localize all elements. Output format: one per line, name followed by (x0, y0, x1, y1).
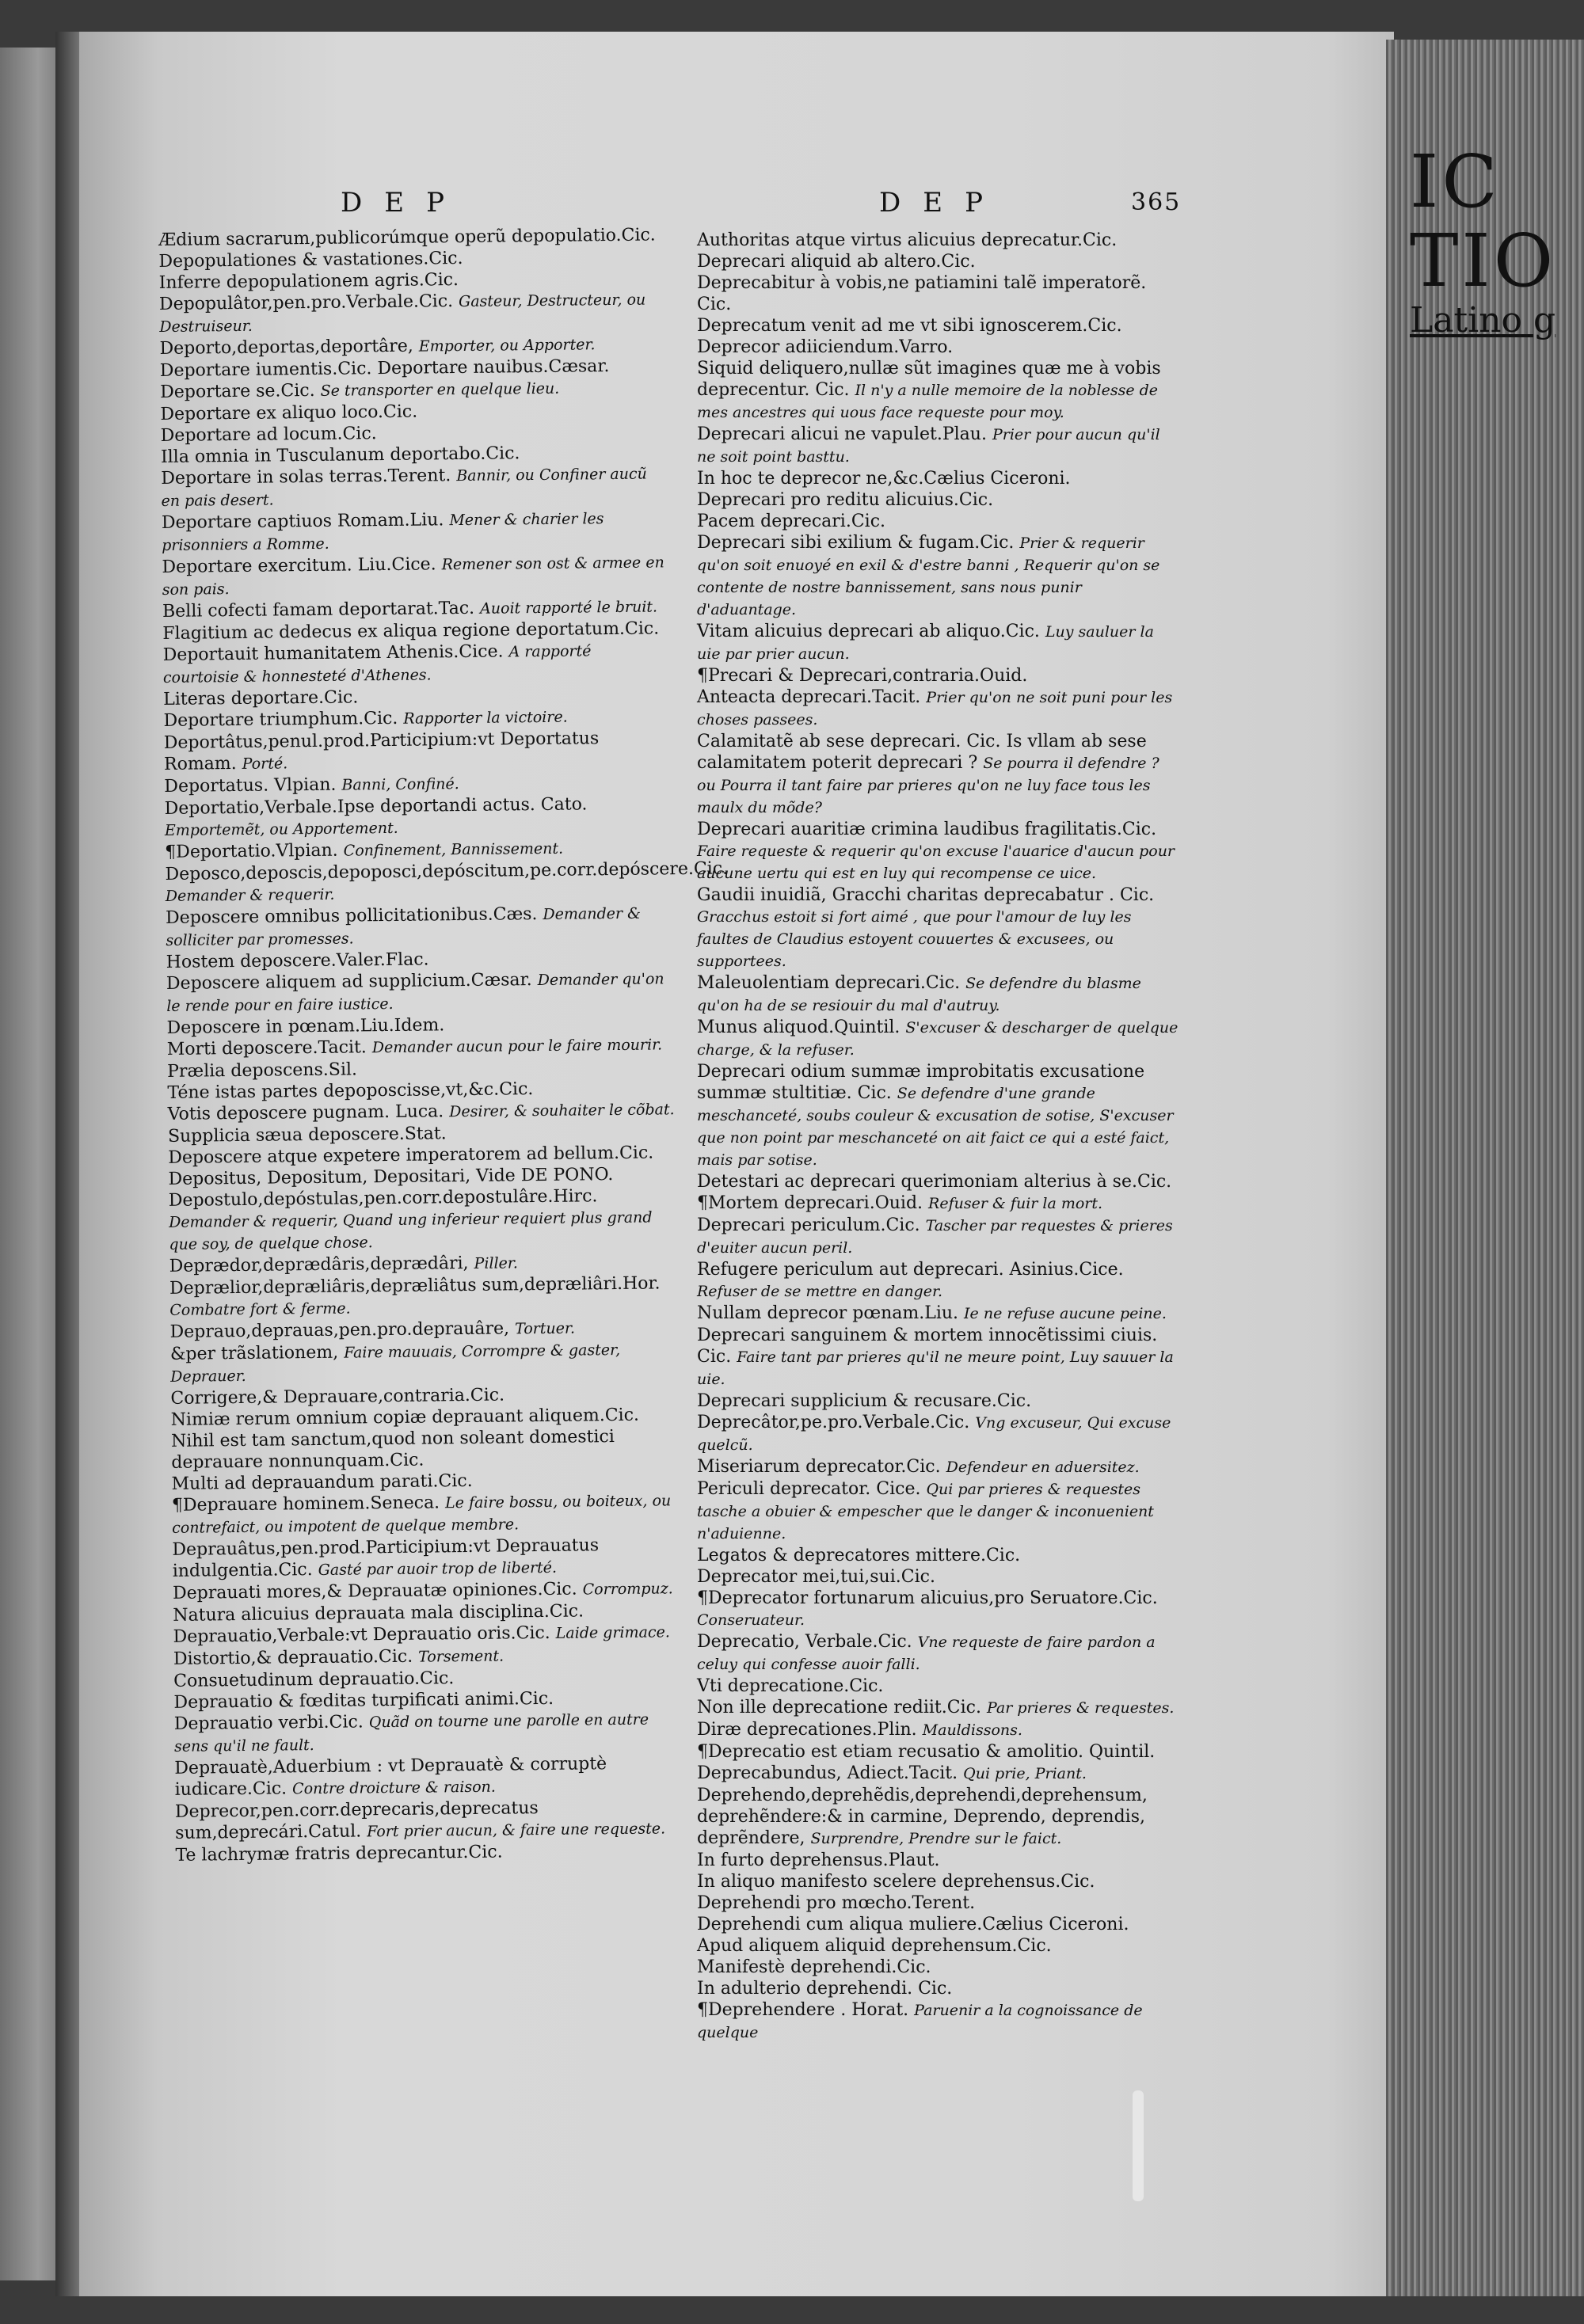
latin-text: Deportare in solas terras.Terent. (161, 466, 451, 489)
latin-text: Nihil est tam sanctum,quod non soleant domestici deprauare nonnunquam.Cic. (170, 1427, 615, 1473)
dictionary-entry (697, 972, 1180, 1017)
latin-text: Deprecari supplicium & recusare.Cic. (697, 1391, 1032, 1411)
french-gloss: Se defendre d'une grande meschanceté, soubs couleur & excusation de sotise, S'excuser que non point par meschanceté on ait faict ce qui a esté faict, mais par sotise. (697, 1085, 1174, 1169)
latin-text: ¶Deprauare hominem.Seneca. (171, 1493, 440, 1516)
latin-text: Depopulâtor,pen.pro.Verbale.Cic. (158, 291, 454, 314)
left-column (158, 224, 729, 1866)
dictionary-entry (697, 1061, 1180, 1171)
edge-annotation-line-2: Latino g (1410, 300, 1556, 340)
french-gloss: Bannir, ou Confiner aucũ en pais desert. (161, 465, 647, 510)
dictionary-entry (697, 731, 1180, 819)
latin-text: Apud aliquem aliquid deprehensum.Cic. (697, 1936, 1052, 1956)
latin-text: Depostulo,depóstulas,pen.corr.depostulâre.Hirc. (168, 1186, 598, 1211)
latin-text: Flagitium ac dedecus ex aliqua regione deportatum.Cic. (162, 618, 660, 644)
dictionary-entry (697, 1957, 1180, 1978)
french-gloss: Defendeur en aduersitez. (946, 1459, 1140, 1476)
french-gloss: Se transporter en quelque lieu. (320, 379, 560, 400)
latin-text: Periculi deprecator. Cice. (697, 1479, 921, 1499)
french-gloss: Faire requeste & requerir qu'on excuse l'auarice d'aucun pour aucune uertu qui est en luy qui recompense ce uice. (697, 842, 1175, 882)
dictionary-entry (697, 272, 1180, 315)
french-gloss: Qui par prieres & requestes tasche a obuier & empescher que le danger & inconuenient n'aduienne. (697, 1481, 1154, 1542)
dictionary-entry (162, 551, 669, 601)
french-gloss: Gasté par auoir trop de liberté. (318, 1558, 558, 1579)
latin-text: Deprecari odium summæ improbitatis excusatione summæ stultitiæ. Cic. (697, 1062, 1145, 1103)
dictionary-entry (697, 1892, 1180, 1914)
latin-text: Deportâtus,penul.prod.Participium:vt Deportatus Romam. (163, 728, 600, 774)
latin-text: Deportare exercitum. Liu.Cice. (162, 554, 436, 577)
dictionary-entry (697, 468, 1180, 489)
dictionary-entry (697, 1588, 1180, 1631)
dictionary-entry (166, 902, 673, 952)
dictionary-entry (697, 1456, 1180, 1478)
latin-text: Detestari ac deprecari querimoniam alterius à se.Cic. (697, 1172, 1172, 1192)
latin-text: Deprecor,pen.corr.deprecaris,deprecatus sum,deprecári.Catul. (174, 1798, 539, 1843)
dictionary-entry (165, 858, 729, 907)
french-gloss: Faire tant par prieres qu'il ne meure point, Luy sauuer la uie. (697, 1348, 1174, 1388)
latin-text: ¶Mortem deprecari.Ouid. (697, 1193, 923, 1213)
latin-text: ¶Deprecatio est etiam recusatio & amolitio. Quintil. (697, 1742, 1156, 1762)
dictionary-entry (172, 1489, 680, 1539)
latin-text: Deposco,deposcis,depoposci,depóscitum,pe.corr.depóscere.Cic. (165, 858, 729, 884)
latin-text: Anteacta deprecari.Tacit. (697, 687, 921, 707)
french-gloss: Quãd on tourne une parolle en autre sens qu'il ne fault. (173, 1710, 649, 1755)
latin-text: Non ille deprecatione rediit.Cic. (697, 1698, 981, 1717)
dictionary-entry (697, 1719, 1180, 1741)
latin-text: Hostem deposcere.Valer.Flac. (166, 949, 429, 972)
latin-text: Miseriarum deprecator.Cic. (697, 1457, 941, 1477)
latin-text: Prælia deposcens.Sil. (167, 1059, 358, 1082)
french-gloss: Fort prier aucun, & faire une requeste. (367, 1820, 666, 1841)
latin-text: Deposcere atque expetere imperatorem ad bellum.Cic. (168, 1143, 654, 1168)
dictionary-entry (697, 424, 1180, 468)
latin-text: Deprecari sibi exilium & fugam.Cic. (697, 533, 1015, 553)
dictionary-entry (162, 639, 670, 689)
latin-text: In adulterio deprehendi. Cic. (697, 1979, 953, 1999)
latin-text: Deprecatio, Verbale.Cic. (697, 1632, 912, 1652)
dictionary-entry (169, 1185, 676, 1256)
latin-text: Pacem deprecari.Cic. (697, 512, 886, 531)
french-gloss: A rapporté courtoisie & honnesteté d'Athenes. (162, 642, 592, 687)
french-gloss: Refuser & fuir la mort. (928, 1195, 1103, 1212)
french-gloss: Paruenir a la cognoissance de quelque (697, 2002, 1143, 2041)
dictionary-entry (697, 251, 1180, 272)
latin-text: Deprauati mores,& Deprauatæ opiniones.Cic. (172, 1579, 577, 1603)
latin-text: Deprehendo,deprehẽdis,deprehendi,deprehensum, deprehẽndere:& in carmine, Deprendo, deprendis, deprẽndere, (697, 1786, 1148, 1848)
french-gloss: Demander aucun pour le faire mourir. (371, 1036, 663, 1057)
french-gloss: Rapporter la victoire. (403, 708, 568, 728)
french-gloss: Demander & solliciter par promesses. (166, 904, 642, 949)
french-gloss: Conseruateur. (697, 1611, 805, 1629)
french-gloss: Gracchus estoit si fort aimé , que pour l'amour de luy les faultes de Claudius estoyent couuertes & excusees, ou supportees. (697, 908, 1132, 970)
french-gloss: Demander & requerir, Quand ung inferieur requiert plus grand que soy, de quelque chose. (169, 1208, 653, 1253)
french-gloss: Porté. (242, 755, 288, 773)
page-number: 365 (1131, 188, 1182, 216)
french-gloss: Refuser de se mettre en danger. (697, 1283, 943, 1300)
french-gloss: Tascher par requestes & prieres d'euiter aucun peril. (697, 1217, 1173, 1257)
latin-text: Vitam alicuius deprecari ab aliquo.Cic. (697, 622, 1040, 641)
right-column (697, 230, 1180, 2044)
french-gloss: Remener son ost & armee en son pais. (162, 553, 664, 599)
latin-text: Deprauatio & fœditas turpificati animi.Cic. (173, 1688, 554, 1713)
french-gloss: Prier & requerir qu'on soit enuoyé en exil & d'estre banni , Requerir qu'on se contente de nostre bannissement, sans nous punir d'aduantage. (697, 534, 1160, 618)
latin-text: Nullam deprecor pœnam.Liu. (697, 1303, 959, 1323)
dictionary-entry (697, 1763, 1180, 1785)
french-gloss: Mauldissons. (922, 1721, 1022, 1739)
latin-text: In hoc te deprecor ne,&c.Cælius Ciceroni. (697, 469, 1071, 489)
latin-text: Vti deprecatione.Cic. (697, 1676, 884, 1696)
latin-text: Depositus, Depositum, Depositari, Vide DE PONO. (168, 1165, 614, 1189)
dictionary-entry (697, 315, 1180, 337)
latin-text: Deprecari pro reditu alicuius.Cic. (697, 490, 994, 510)
french-gloss: Il n'y a nulle memoire de la noblesse de mes ancestres qui uous face requeste pour moy. (697, 382, 1159, 421)
dictionary-entry (159, 288, 667, 338)
dictionary-entry (697, 884, 1180, 972)
latin-text: Deportare captiuos Romam.Liu. (161, 510, 444, 533)
french-gloss: Desirer, & souhaiter le cõbat. (449, 1101, 675, 1121)
latin-text: Deportare se.Cic. (160, 380, 315, 402)
dictionary-entry (697, 1871, 1180, 1892)
dictionary-entry (162, 507, 669, 557)
left-page-edge (0, 48, 63, 2280)
french-gloss: Le faire bossu, ou boiteux, ou contrefaict, ou impotent de quelque membre. (172, 1492, 672, 1537)
dictionary-entry (697, 1566, 1180, 1588)
dictionary-entry (169, 1272, 677, 1322)
dictionary-entry (697, 1631, 1180, 1675)
french-gloss: Qui prie, Priant. (963, 1765, 1087, 1782)
latin-text: Deprecari alicui ne vapulet.Plau. (697, 424, 987, 444)
latin-text: Deposcere omnibus pollicitationibus.Cæs. (165, 904, 538, 928)
dictionary-entry (697, 1390, 1180, 1412)
latin-text: Diræ deprecationes.Plin. (697, 1720, 917, 1740)
french-gloss: Ie ne refuse aucune peine. (964, 1305, 1167, 1322)
latin-text: Deprauatio verbi.Cic. (173, 1712, 364, 1734)
french-gloss: Gasteur, Destructeur, ou Destruiseur. (159, 291, 646, 336)
french-gloss: Piller. (474, 1254, 519, 1272)
latin-text: ¶Precari & Deprecari,contraria.Ouid. (697, 666, 1028, 686)
dictionary-entry (697, 1171, 1180, 1192)
dictionary-entry (697, 621, 1180, 665)
french-gloss: Banni, Confiné. (341, 775, 459, 794)
latin-text: Deprauâtus,pen.prod.Participium:vt Deprauatus indulgentia.Cic. (172, 1535, 600, 1581)
latin-text: Supplicia sæua deposcere.Stat. (167, 1124, 447, 1147)
latin-text: Deportatio,Verbale.Ipse deportandi actus. Cato. (164, 794, 588, 819)
latin-text: Deprecari auaritiæ crimina laudibus fragilitatis.Cic. (697, 820, 1157, 839)
dictionary-entry (697, 532, 1180, 621)
latin-text: Consuetudinum deprauatio.Cic. (173, 1668, 455, 1691)
latin-text: Deportare iumentis.Cic. Deportare nauibus.Cæsar. (159, 356, 610, 381)
french-gloss: Se defendre du blasme qu'on ha de se resiouir du mal d'autruy. (697, 975, 1141, 1014)
edge-annotation-line-1: IC TIO (1410, 139, 1557, 303)
french-gloss: Vng excuseur, Qui excuse quelcũ. (697, 1414, 1171, 1454)
latin-text: In furto deprehensus.Plaut. (697, 1850, 940, 1870)
latin-text: Deportare ex aliquo loco.Cic. (160, 401, 418, 424)
french-gloss: Prier pour aucun qu'il ne soit point basttu. (697, 426, 1160, 466)
dictionary-entry (697, 230, 1180, 251)
edge-annotation (1410, 139, 1584, 340)
latin-text: Votis deposcere pugnam. Luca. (167, 1101, 444, 1124)
french-gloss: Laide grimace. (555, 1623, 670, 1642)
latin-text: Téne istas partes depoposcisse,vt,&c.Cic. (167, 1079, 534, 1103)
page-edges (1386, 40, 1584, 2296)
latin-text: Belli cofecti famam deportarat.Tac. (162, 598, 475, 622)
dictionary-entry (697, 1412, 1180, 1456)
dictionary-entry (697, 489, 1180, 511)
dictionary-entry (697, 1325, 1180, 1390)
latin-text: Refugere periculum aut deprecari. Asinius.Cice. (697, 1260, 1124, 1280)
dictionary-entry (172, 1534, 680, 1583)
latin-text: ¶Deportatio.Vlpian. (165, 840, 338, 862)
dictionary-entry (697, 1850, 1180, 1871)
french-gloss: Emportemẽt, ou Apportement. (164, 819, 398, 839)
latin-text: Deportatus. Vlpian. (164, 774, 337, 797)
latin-text: Depopulationes & vastationes.Cic. (158, 248, 463, 272)
latin-text: Deprehendi cum aliqua muliere.Cælius Ciceroni. (697, 1915, 1129, 1934)
latin-text: Deportare ad locum.Cic. (160, 424, 377, 446)
dictionary-entry (697, 1785, 1180, 1850)
latin-text: Maleuolentiam deprecari.Cic. (697, 973, 961, 993)
french-gloss: Combatre fort & ferme. (169, 1299, 351, 1319)
dictionary-entry (161, 462, 668, 512)
dictionary-entry (697, 1978, 1180, 1999)
french-gloss: Demander qu'on le rende pour en faire iustice. (166, 970, 664, 1015)
latin-text: Deprauatè,Aduerbium : vt Deprauatè & corruptè iudicare.Cic. (174, 1754, 607, 1800)
running-header-right: DEP (879, 187, 1005, 219)
latin-text: Deprecor adiiciendum.Varro. (697, 337, 954, 357)
dictionary-entry (697, 1741, 1180, 1763)
french-gloss: Se pourra il defendre ? ou Pourra il tant faire par prieres qu'on ne luy face tous les maulx du mõde? (697, 755, 1159, 816)
latin-text: Deprauo,deprauas,pen.pro.deprauâre, (169, 1318, 510, 1342)
dictionary-entry (170, 1338, 678, 1388)
french-gloss: Confinement, Bannissement. (343, 839, 564, 860)
french-gloss: Demander & requerir. (165, 885, 335, 905)
running-header-left: DEP (341, 187, 466, 219)
dictionary-entry (166, 968, 674, 1017)
dictionary-entry (697, 1675, 1180, 1697)
latin-text: Manifestè deprehendi.Cic. (697, 1957, 931, 1977)
latin-text: Deprecator mei,tui,sui.Cic. (697, 1567, 935, 1587)
dictionary-entry (697, 1545, 1180, 1566)
dictionary-entry (697, 1017, 1180, 1061)
latin-text: ¶Deprehendere . Horat. (697, 2000, 909, 2020)
french-gloss: Faire mauuais, Corrompre & gaster, Deprauer. (170, 1341, 621, 1386)
french-gloss: Auoit rapporté le bruit. (479, 598, 658, 618)
dictionary-entry (697, 1914, 1180, 1935)
latin-text: Multi ad deprauandum parati.Cic. (171, 1470, 473, 1494)
dictionary-entry (164, 727, 672, 776)
latin-text: Illa omnia in Tusculanum deportabo.Cic. (160, 443, 520, 467)
paper-stain (1133, 2090, 1144, 2201)
latin-text: Deprauatio,Verbale:vt Deprauatio oris.Cic. (173, 1622, 550, 1647)
french-gloss: Torsement. (418, 1647, 505, 1666)
dictionary-entry (697, 687, 1180, 731)
dictionary-entry (175, 1796, 683, 1845)
latin-text: Authoritas atque virtus alicuius deprecatur.Cic. (697, 230, 1118, 250)
latin-text: Deprædor,deprædâris,deprædâri, (169, 1253, 469, 1276)
dictionary-entry (171, 1425, 679, 1474)
latin-text: In aliquo manifesto scelere deprehensus.Cic. (697, 1872, 1095, 1892)
latin-text: Te lachrymæ fratris deprecantur.Cic. (175, 1842, 503, 1866)
dictionary-entry (174, 1708, 682, 1758)
dictionary-entry (174, 1752, 682, 1801)
french-gloss: Contre droicture & raison. (292, 1778, 496, 1798)
latin-text: &per trãslationem, (169, 1342, 339, 1364)
dictionary-entry (697, 1192, 1180, 1215)
dictionary-entry (697, 337, 1180, 358)
dictionary-entry (697, 1303, 1180, 1325)
dictionary-entry (697, 1215, 1180, 1259)
latin-text: Natura alicuius deprauata mala disciplina.Cic. (173, 1601, 584, 1626)
latin-text: Gaudii inuidiã, Gracchi charitas deprecabatur . Cic. (697, 885, 1155, 905)
dictionary-entry (697, 665, 1180, 687)
latin-text: Deposcere aliquem ad supplicium.Cæsar. (166, 970, 532, 994)
latin-text: Calamitatẽ ab sese deprecari. Cic. Is vllam ab sese calamitatem poterit deprecari ? (697, 732, 1147, 773)
dictionary-entry (697, 1697, 1180, 1719)
french-gloss: S'excuser & descharger de quelque charge, & la refuser. (697, 1019, 1178, 1059)
latin-text: Nimiæ rerum omnium copiæ deprauant aliquem.Cic. (170, 1405, 640, 1430)
dictionary-entry (697, 1478, 1180, 1545)
latin-text: Deprecabundus, Adiect.Tacit. (697, 1763, 958, 1783)
french-gloss: Mener & charier les prisonniers a Romme. (162, 510, 604, 554)
latin-text: Deprecatum venit ad me vt sibi ignoscerem.Cic. (697, 316, 1122, 336)
french-gloss: Tortuer. (514, 1319, 576, 1338)
latin-text: Corrigere,& Deprauare,contraria.Cic. (170, 1385, 505, 1409)
french-gloss: Corrompuz. (582, 1580, 673, 1599)
latin-text: Literas deportare.Cic. (163, 687, 359, 709)
french-gloss: Luy sauluer la uie par prier aucun. (697, 623, 1154, 663)
dictionary-entry (697, 1999, 1180, 2044)
dictionary-entry (697, 358, 1180, 424)
latin-text: Morti deposcere.Tacit. (166, 1037, 367, 1059)
dictionary-entry (165, 793, 672, 842)
latin-text: Deportauit humanitatem Athenis.Cice. (162, 641, 504, 665)
latin-text: Deprecabitur à vobis,ne patiamini talẽ imperatorẽ. Cic. (697, 273, 1147, 314)
french-gloss: Emporter, ou Apporter. (418, 336, 596, 356)
latin-text: Deportare triumphum.Cic. (163, 708, 398, 731)
french-gloss: Prier qu'on ne soit puni pour les choses passees. (697, 689, 1173, 728)
dictionary-entry (697, 511, 1180, 532)
latin-text: Deprælior,depræliâris,depræliâtus sum,depræliâri.Hor. (169, 1273, 661, 1299)
french-gloss: Surprendre, Prendre sur le faict. (810, 1830, 1062, 1847)
latin-text: Deprecari periculum.Cic. (697, 1215, 920, 1235)
latin-text: Inferre depopulationem agris.Cic. (158, 270, 459, 293)
latin-text: Distortio,& deprauatio.Cic. (173, 1646, 413, 1669)
latin-text: Ædium sacrarum,publicorúmque operũ depopulatio.Cic. (158, 225, 656, 250)
latin-text: Munus aliquod.Quintil. (697, 1017, 901, 1037)
latin-text: Deprehendi pro mœcho.Terent. (697, 1893, 976, 1913)
latin-text: Legatos & deprecatores mittere.Cic. (697, 1546, 1021, 1565)
dictionary-entry (697, 1935, 1180, 1957)
dictionary-entry (697, 819, 1180, 884)
french-gloss: Par prieres & requestes. (986, 1699, 1175, 1717)
latin-text: Deprecari sanguinem & mortem innocẽtissimi ciuis. Cic. (697, 1326, 1158, 1367)
latin-text: Deporto,deportas,deportâre, (159, 336, 413, 359)
latin-text: Deprecari aliquid ab altero.Cic. (697, 252, 976, 272)
french-gloss: Vne requeste de faire pardon a celuy qui confesse auoir falli. (697, 1634, 1156, 1673)
latin-text: Deprecâtor,pe.pro.Verbale.Cic. (697, 1413, 970, 1432)
latin-text: ¶Deprecator fortunarum alicuius,pro Seruatore.Cic. (697, 1588, 1158, 1608)
latin-text: Siquid deliquero,nullæ sũt imagines quæ me à vobis deprecentur. Cic. (697, 359, 1161, 400)
latin-text: Deposcere in pœnam.Liu.Idem. (166, 1015, 445, 1038)
dictionary-entry (697, 1259, 1180, 1303)
